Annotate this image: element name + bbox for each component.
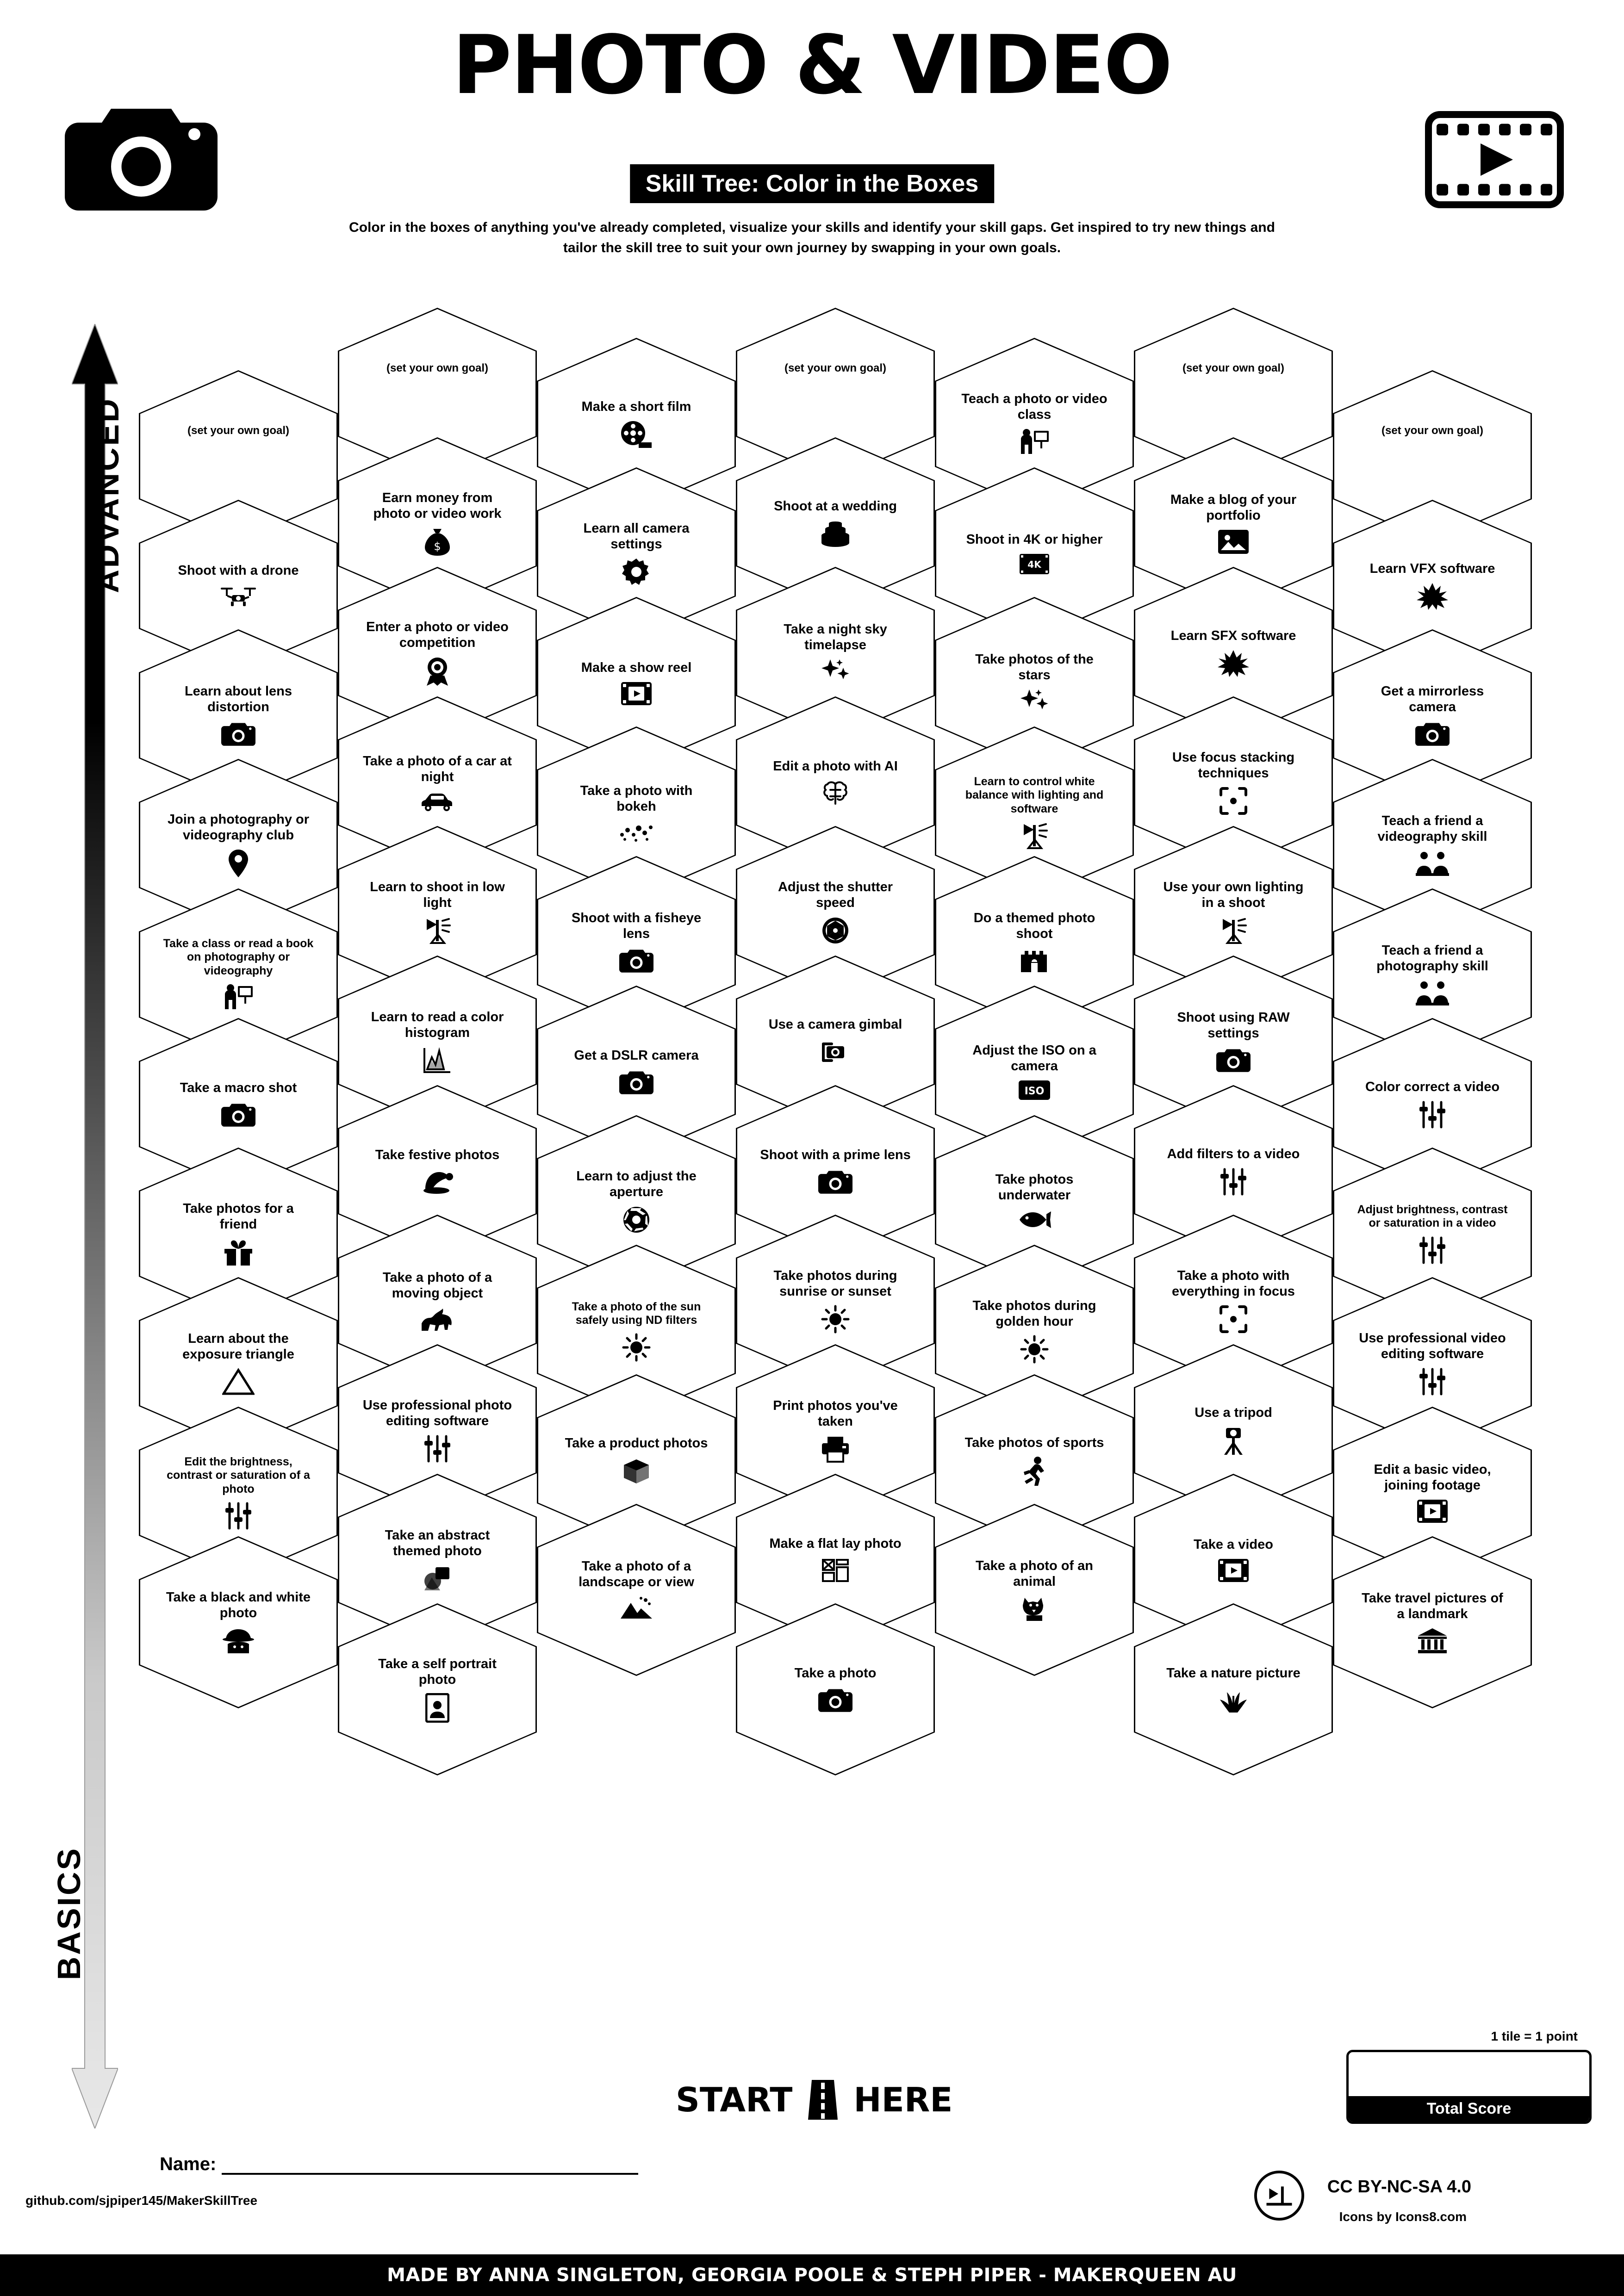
skill-label: Take festive photos	[375, 1147, 500, 1162]
skill-label: Get a mirrorless camera	[1381, 683, 1484, 714]
sun-icon	[1020, 1335, 1049, 1364]
skill-hex[interactable]	[1134, 1603, 1333, 1775]
iso-icon	[1018, 1080, 1051, 1101]
name-label: Name:	[160, 2154, 217, 2174]
page-title: PHOTO & VIDEO	[452, 19, 1172, 112]
skill-label: Take a photo with everything in focus	[1172, 1268, 1295, 1299]
plant-icon	[1217, 1687, 1250, 1713]
credits-bar: MADE BY ANNA SINGLETON, GEORGIA POOLE & STEPH PIPER - MAKERQUEEN AU	[0, 2254, 1624, 2296]
skill-label: Learn about lens distortion	[184, 683, 292, 714]
skill-label: Take photos underwater	[995, 1172, 1074, 1203]
skill-hex[interactable]	[935, 1504, 1134, 1676]
moneybag-icon	[423, 527, 452, 557]
sun-icon	[821, 1305, 850, 1334]
printer-icon	[820, 1435, 851, 1463]
skill-label: Earn money from photo or video work	[373, 490, 502, 521]
skill-hex[interactable]	[338, 1603, 537, 1775]
shutter-icon	[821, 916, 850, 945]
skill-label: Learn SFX software	[1170, 628, 1296, 643]
camera-icon	[619, 1069, 653, 1096]
videoplayer-icon	[620, 681, 653, 706]
stars-icon	[819, 658, 852, 684]
cc-license-icon	[1254, 2170, 1305, 2221]
skill-label: Shoot using RAW settings	[1177, 1010, 1290, 1041]
skill-hex[interactable]	[736, 1603, 935, 1775]
skill-label: Take an abstract themed photo	[385, 1527, 490, 1558]
name-field[interactable]	[160, 2154, 638, 2175]
triangle-icon	[222, 1368, 255, 1396]
hex-fill[interactable]	[936, 1505, 1132, 1675]
total-score-box[interactable]	[1346, 2050, 1592, 2124]
skill-label: Learn to adjust the aperture	[576, 1168, 697, 1199]
cake-icon	[820, 520, 851, 548]
camera-icon	[221, 720, 255, 747]
explosion-icon	[1217, 649, 1250, 678]
skill-label: Learn VFX software	[1369, 561, 1495, 576]
skill-label: Print photos you've taken	[773, 1398, 898, 1429]
videoplayer-icon	[1217, 1558, 1250, 1583]
skill-label: Make a show reel	[581, 660, 692, 675]
flatlay-icon	[821, 1557, 850, 1584]
skill-label: Enter a photo or video competition	[366, 619, 509, 650]
skill-label: Take a photo with bokeh	[580, 783, 693, 814]
sliders-icon	[1418, 1367, 1447, 1396]
skill-label: Use professional photo editing software	[362, 1397, 512, 1428]
skill-label: Learn to control white balance with lighting and software	[965, 775, 1104, 815]
productbox-icon	[620, 1457, 653, 1485]
skill-label: Take travel pictures of a landmark	[1362, 1590, 1503, 1621]
skill-label: Take photos during golden hour	[972, 1298, 1096, 1329]
skill-label: Take a black and white photo	[166, 1589, 311, 1620]
skill-label: Take a photo of the sun safely using ND filters	[572, 1300, 701, 1327]
svg-text:4K: 4K	[1027, 559, 1041, 571]
skill-label: Add filters to a video	[1167, 1146, 1300, 1161]
skill-label: Take a class or read a book on photography or videography	[163, 937, 314, 977]
histogram-icon	[423, 1046, 452, 1074]
brain-icon	[820, 780, 851, 807]
award-icon	[423, 656, 452, 687]
skill-label: Get a DSLR camera	[574, 1048, 699, 1063]
videoplayer-icon	[1416, 1499, 1449, 1524]
explosion-icon	[1416, 582, 1449, 611]
lightstand-icon	[1019, 821, 1050, 850]
skill-label: Edit a basic video, joining footage	[1374, 1462, 1491, 1493]
skill-label: Use a tripod	[1195, 1405, 1272, 1420]
camera-icon	[818, 1687, 852, 1713]
skill-label: (set your own goal)	[187, 424, 289, 437]
tripod-icon	[1219, 1426, 1248, 1456]
github-url[interactable]: github.com/sjpiper145/MakerSkillTree	[25, 2193, 258, 2208]
skill-label: Use professional video editing software	[1359, 1330, 1506, 1361]
skill-label: Adjust the ISO on a camera	[972, 1043, 1096, 1074]
svg-text:ISO: ISO	[1024, 1086, 1045, 1098]
skill-label: Take a macro shot	[180, 1080, 297, 1095]
skill-label: Take a photo of a landscape or view	[579, 1558, 694, 1589]
skill-hex[interactable]	[1333, 1536, 1532, 1708]
lightstand-icon	[422, 916, 453, 945]
filmreel-icon	[620, 420, 653, 449]
skill-label: Do a themed photo shoot	[973, 910, 1095, 941]
teach-icon	[1415, 850, 1450, 877]
abstract-icon	[423, 1564, 452, 1592]
axis-label-advanced: ADVANCED	[89, 397, 125, 593]
skill-label: Teach a photo or video class	[961, 391, 1108, 422]
skill-label: Take a self portrait photo	[378, 1656, 497, 1687]
skill-label: Shoot with a fisheye lens	[571, 910, 702, 941]
skill-label: (set your own goal)	[1182, 361, 1284, 374]
aperture-icon	[622, 1205, 651, 1234]
focus-icon	[1219, 1305, 1248, 1334]
skill-label: Take photos during sunrise or sunset	[773, 1268, 897, 1299]
bokeh-icon	[618, 820, 654, 842]
skill-label: Make a blog of your portfolio	[1170, 492, 1297, 523]
skill-label: Make a flat lay photo	[769, 1536, 902, 1551]
gallery-icon	[1217, 529, 1250, 555]
skill-label: Take photos of sports	[964, 1435, 1104, 1450]
fourk-icon	[1019, 553, 1050, 575]
camera-icon	[1415, 720, 1450, 747]
gift-icon	[221, 1238, 256, 1266]
skill-label: Take a nature picture	[1166, 1665, 1300, 1681]
skill-hex[interactable]	[139, 1536, 338, 1708]
skill-label: Learn about the exposure triangle	[182, 1331, 294, 1362]
lightstand-icon	[1218, 916, 1249, 945]
start-here-marker	[676, 2080, 953, 2120]
skill-label: Color correct a video	[1365, 1079, 1500, 1094]
score-note: 1 tile = 1 point	[1491, 2029, 1578, 2043]
runner-icon	[1021, 1456, 1048, 1486]
skill-label: Take a night sky timelapse	[784, 621, 887, 652]
skill-label: Take a photo of an animal	[975, 1558, 1094, 1589]
landmark-icon	[1416, 1627, 1449, 1654]
skill-label: Take a product photos	[565, 1435, 708, 1451]
skill-label: (set your own goal)	[386, 361, 488, 374]
skill-label: Learn to shoot in low light	[370, 879, 505, 910]
skill-label: (set your own goal)	[1381, 424, 1483, 437]
skill-label: Edit the brightness, contrast or saturation of a photo	[167, 1455, 310, 1496]
gear-icon	[622, 558, 651, 586]
detective-icon	[221, 1626, 255, 1655]
skill-label: Make a short film	[581, 399, 691, 414]
page-intro: Color in the boxes of anything you've already completed, visualize your skills and identify your skill gaps. Get inspired to try new things and tailor the skill tree to suit your own journey by swapping in your own goals.	[349, 220, 1275, 255]
dog-icon	[1019, 1595, 1050, 1622]
gimbal-icon	[819, 1038, 852, 1067]
skill-label: Teach a friend a photography skill	[1376, 943, 1488, 974]
camera-icon	[818, 1168, 852, 1195]
car-icon	[419, 790, 456, 812]
fish-icon	[1017, 1209, 1052, 1231]
sliders-icon	[423, 1434, 452, 1463]
castle-icon	[1018, 947, 1051, 974]
license-text: CC BY-NC-SA 4.0	[1327, 2177, 1471, 2197]
skill-label: Use your own lighting in a shoot	[1163, 879, 1304, 910]
skill-label: Shoot in 4K or higher	[966, 532, 1103, 547]
skill-label: Learn to read a color histogram	[371, 1009, 504, 1040]
skill-hex[interactable]	[537, 1504, 736, 1676]
here-label: HERE	[853, 2080, 953, 2119]
sliders-icon	[1418, 1100, 1447, 1129]
presenter-icon	[1018, 428, 1051, 457]
skill-label: (set your own goal)	[784, 361, 886, 374]
skill-label: Take a photo of a car at night	[363, 753, 512, 784]
teach-icon	[1415, 980, 1450, 1006]
skill-label: Edit a photo with AI	[773, 758, 898, 774]
page-subtitle: Skill Tree: Color in the Boxes	[630, 164, 995, 203]
skill-label: Adjust the shutter speed	[778, 879, 893, 910]
skill-label: Join a photography or videography club	[167, 812, 310, 843]
icons-credit: Icons by Icons8.com	[1339, 2209, 1467, 2224]
camera-icon	[221, 1101, 255, 1128]
skill-label: Teach a friend a videography skill	[1377, 813, 1487, 844]
road-icon	[804, 2080, 841, 2120]
hex-fill[interactable]	[339, 1605, 535, 1774]
camera-icon	[619, 947, 653, 974]
camera-icon	[1216, 1047, 1251, 1074]
name-input-rule[interactable]	[222, 2172, 638, 2175]
skill-label: Take photos of the stars	[975, 652, 1094, 683]
portrait-icon	[425, 1693, 449, 1723]
skill-label: Shoot with a drone	[178, 563, 299, 578]
skill-label: Shoot with a prime lens	[760, 1147, 911, 1162]
mountains-icon	[620, 1595, 653, 1621]
svg-text:$: $	[434, 540, 441, 553]
skill-label: Take photos for a friend	[183, 1201, 294, 1232]
sliders-icon	[224, 1502, 253, 1530]
santahat-icon	[421, 1168, 454, 1195]
hex-fill[interactable]	[140, 1538, 336, 1707]
sliders-icon	[1418, 1236, 1447, 1265]
skill-label: Learn all camera settings	[583, 521, 690, 552]
skill-label: Shoot at a wedding	[774, 498, 897, 514]
horse-icon	[419, 1307, 456, 1332]
skill-label: Use a camera gimbal	[768, 1017, 902, 1032]
skill-label: Use focus stacking techniques	[1172, 750, 1295, 781]
skill-label: Adjust brightness, contrast or saturation in a video	[1357, 1203, 1508, 1229]
skill-label: Take a photo	[794, 1665, 877, 1681]
drone-icon	[219, 584, 258, 609]
pin-icon	[227, 849, 249, 878]
sliders-icon	[1219, 1167, 1248, 1196]
total-score-label: Total Score	[1349, 2096, 1589, 2122]
presenter-icon	[222, 983, 255, 1012]
skill-label: Take a video	[1194, 1537, 1273, 1552]
axis-label-basics: BASICS	[51, 1846, 87, 1980]
sun-icon	[622, 1333, 651, 1362]
start-label: START	[676, 2080, 793, 2119]
stars-icon	[1018, 689, 1051, 714]
skill-label: Take a photo of a moving object	[382, 1270, 492, 1301]
hex-fill[interactable]	[1334, 1538, 1531, 1707]
focus-icon	[1219, 787, 1248, 815]
